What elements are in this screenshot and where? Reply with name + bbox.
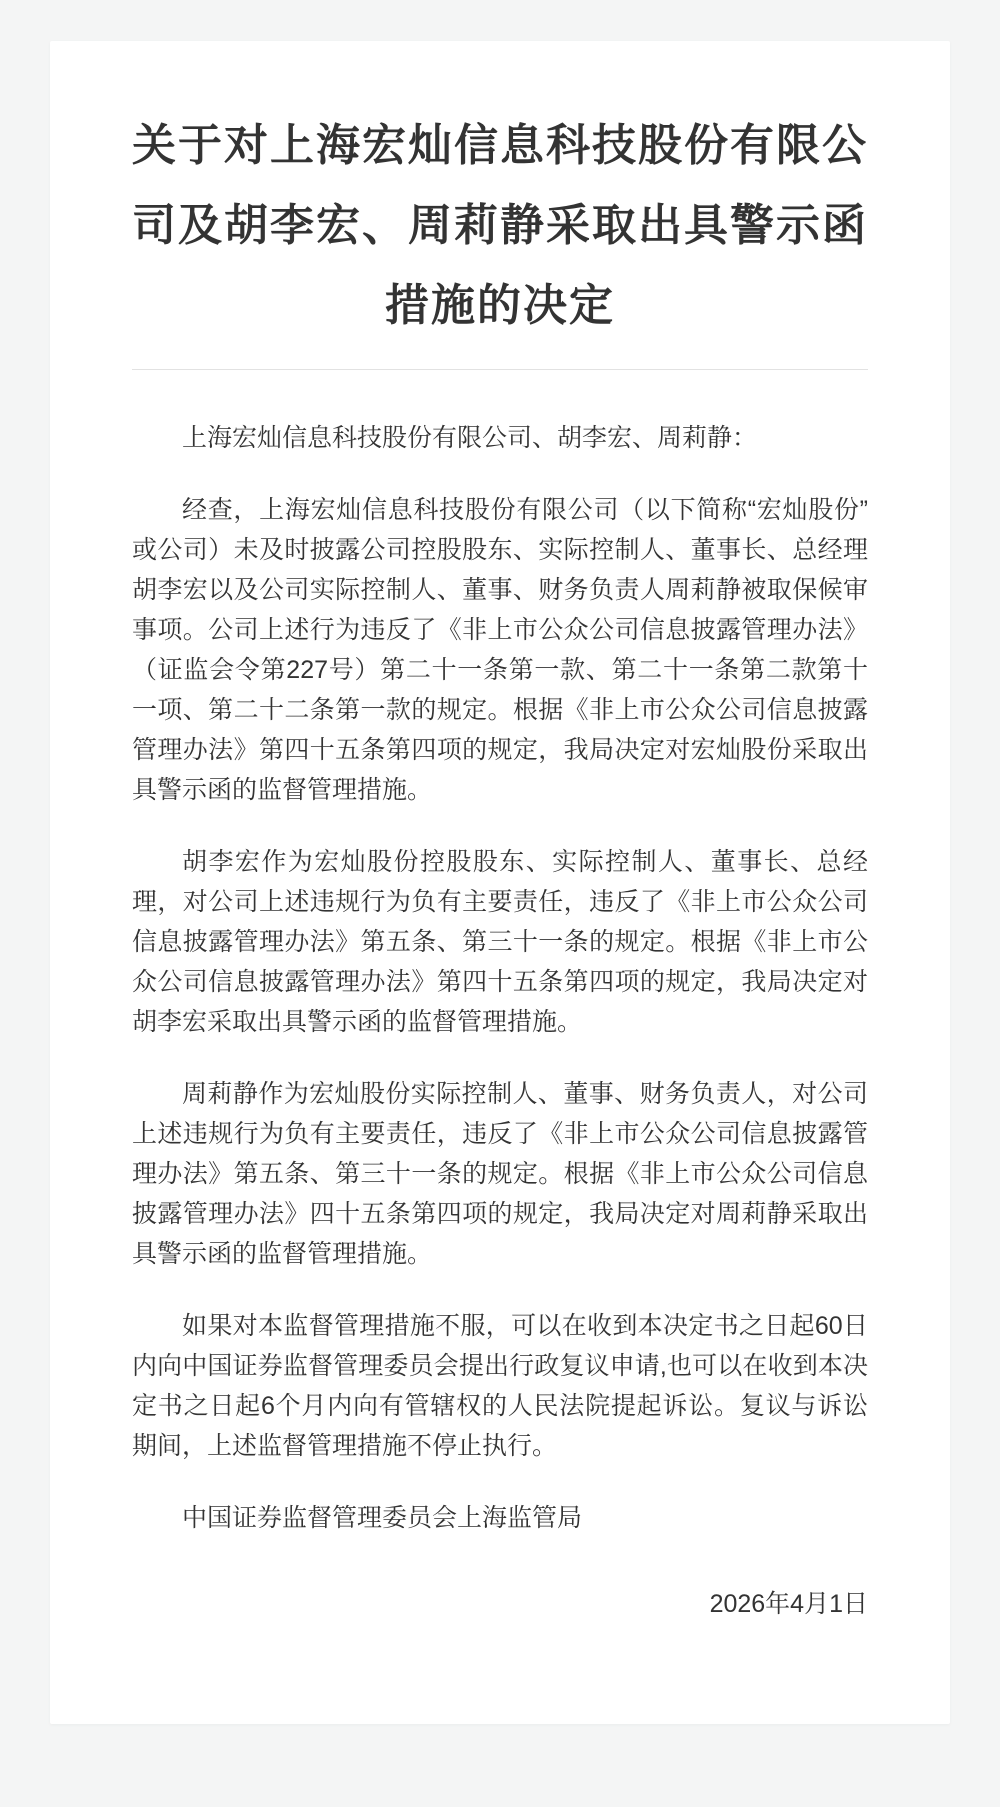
body-paragraph: 周莉静作为宏灿股份实际控制人、董事、财务负责人，对公司上述违规行为负有主要责任，违反了《非上市公众公司信息披露管理办法》第五条、第三十一条的规定。根据《非上市公众公司信息披露管理办法》四十五条第四项的规定，我局决定对周莉静采取出具警示函的监督管理措施。 <box>132 1080 868 1268</box>
body-paragraph: 经查，上海宏灿信息科技股份有限公司（以下简称“宏灿股份”或公司）未及时披露公司控股股东、实际控制人、董事长、总经理胡李宏以及公司实际控制人、董事、财务负责人周莉静被取保候审事项。公司上述行为违反了《非上市公众公司信息披露管理办法》（证监会令第227号）第二十一条第一款、第二十一条第二款第十一项、第二十二条第一款的规定。根据《非上市公众公司信息披露管理办法》第四十五条第四项的规定，我局决定对宏灿股份采取出具警示函的监督管理措施。 <box>132 496 868 804</box>
body-paragraph: 胡李宏作为宏灿股份控股股东、实际控制人、董事长、总经理，对公司上述违规行为负有主要责任，违反了《非上市公众公司信息披露管理办法》第五条、第三十一条的规定。根据《非上市公众公司信息披露管理办法》第四十五条第四项的规定，我局决定对胡李宏采取出具警示函的监督管理措施。 <box>132 848 868 1036</box>
title-divider <box>132 369 868 370</box>
issuer-signature: 中国证券监督管理委员会上海监管局 <box>182 1504 583 1532</box>
salutation: 上海宏灿信息科技股份有限公司、胡李宏、周莉静： <box>182 424 758 452</box>
page-background <box>0 41 1000 1807</box>
document-body <box>132 418 868 1624</box>
issue-date: 2026年4月1日 <box>709 1590 868 1618</box>
body-paragraph: 如果对本监督管理措施不服，可以在收到本决定书之日起60日内向中国证券监督管理委员会提出行政复议申请,也可以在收到本决定书之日起6个月内向有管辖权的人民法院提起诉讼。复议与诉讼期间，上述监督管理措施不停止执行。 <box>132 1312 868 1460</box>
document-card <box>50 41 950 1724</box>
document-title: 关于对上海宏灿信息科技股份有限公司及胡李宏、周莉静采取出具警示函措施的决定 <box>132 121 868 330</box>
